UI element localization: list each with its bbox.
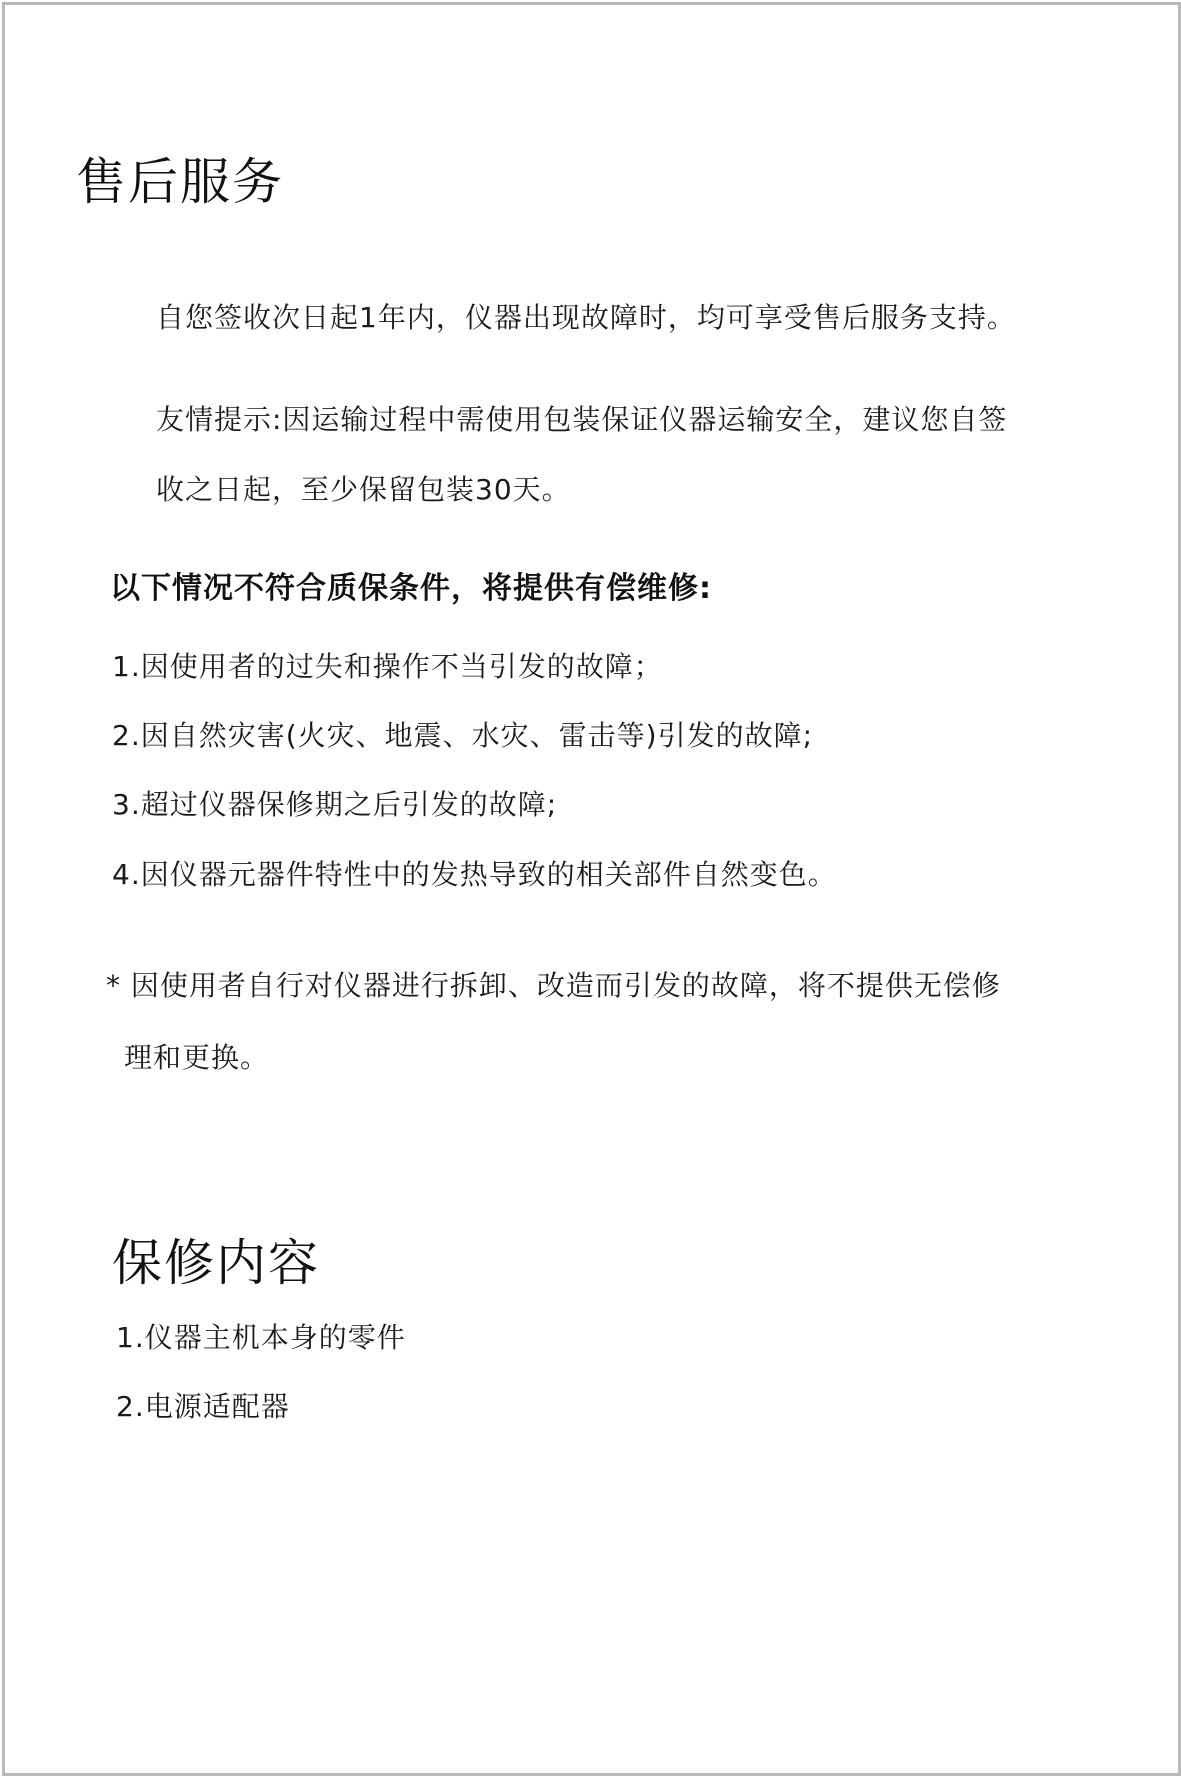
note-line-1: * 因使用者自行对仪器进行拆卸、改造而引发的故障，将不提供无偿修 — [106, 969, 1001, 1002]
tip-paragraph-line-1: 友情提示:因运输过程中需使用包装保证仪器运输安全，建议您自签 — [156, 403, 1008, 436]
paid-repair-subtitle: 以下情况不符合质保条件，将提供有偿维修: — [110, 571, 712, 606]
tip-paragraph-line-2: 收之日起，至少保留包装30天。 — [156, 473, 571, 506]
list-item: 1.因使用者的过失和操作不当引发的故障； — [112, 650, 663, 683]
list-item: 2.因自然灾害(火灾、地震、水灾、雷击等)引发的故障; — [112, 719, 813, 752]
section-title-warranty-content: 保修内容 — [112, 1234, 320, 1292]
note-line-2: 理和更换。 — [124, 1041, 270, 1074]
section-title-after-sales: 售后服务 — [76, 153, 284, 211]
list-item: 3.超过仪器保修期之后引发的故障; — [112, 788, 558, 821]
list-item: 2.电源适配器 — [116, 1390, 290, 1423]
after-sales-paragraph: 自您签收次日起1年内，仪器出现故障时，均可享受售后服务支持。 — [156, 301, 1016, 334]
list-item: 1.仪器主机本身的零件 — [116, 1321, 406, 1354]
list-item: 4.因仪器元器件特性中的发热导致的相关部件自然变色。 — [112, 858, 837, 891]
